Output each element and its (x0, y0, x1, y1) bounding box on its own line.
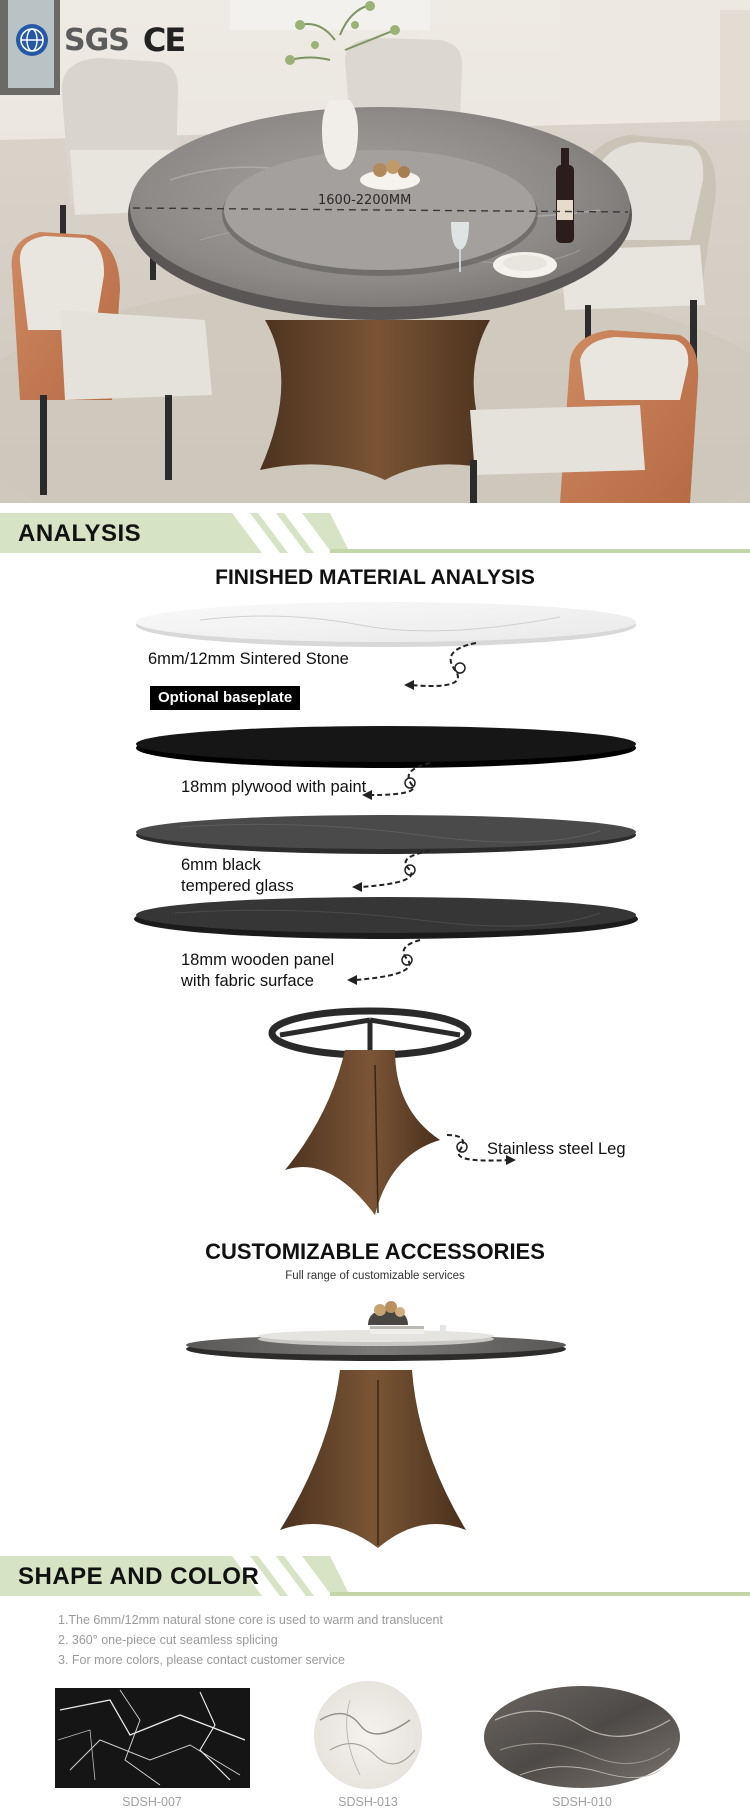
wooden-leg (285, 1050, 440, 1215)
dimension-label: 1600-2200MM (318, 193, 412, 208)
swatch-black-marble (55, 1688, 250, 1788)
glass-label-line1: 6mm black (181, 856, 261, 874)
swatch-code-label: SDSH-010 (552, 1795, 612, 1809)
optional-baseplate-tag: Optional baseplate (150, 686, 300, 710)
plywood-layer (136, 726, 636, 762)
glass-layer (136, 815, 636, 849)
swatch-grey-marble (484, 1686, 680, 1788)
panel-label-line2: with fabric surface (181, 972, 314, 990)
table-base (260, 320, 495, 480)
table-product-illustration (0, 1290, 750, 1560)
swatch-code-label: SDSH-007 (122, 1795, 182, 1809)
shape-color-banner-title: SHAPE AND COLOR (18, 1563, 260, 1590)
note-item: 3. For more colors, please contact customer service (58, 1653, 345, 1667)
ce-mark-icon: CE (142, 21, 185, 59)
hero-image (0, 0, 750, 503)
pointer-arrow-icon (360, 851, 430, 887)
material-analysis-heading: FINISHED MATERIAL ANALYSIS (215, 566, 535, 589)
swatch-code-label: SDSH-013 (338, 1795, 398, 1809)
swatch-white-marble (314, 1681, 422, 1789)
pointer-arrow-icon (355, 940, 420, 980)
table-base (280, 1370, 466, 1548)
sintered-stone-layer (136, 602, 636, 642)
globe-logo-icon (14, 22, 50, 58)
steel-leg-label: Stainless steel Leg (487, 1140, 626, 1158)
sintered-stone-label: 6mm/12mm Sintered Stone (148, 650, 349, 668)
material-layers-diagram (0, 595, 750, 1235)
certification-logos (14, 22, 184, 58)
sgs-logo-icon: SGS (64, 22, 129, 58)
accessories-heading: CUSTOMIZABLE ACCESSORIES (205, 1239, 545, 1264)
dining-scene-illustration (0, 0, 750, 503)
glass-label-line2: tempered glass (181, 877, 294, 895)
plywood-label: 18mm plywood with paint (181, 778, 367, 796)
fabric-panel-layer (136, 897, 636, 933)
panel-label-line1: 18mm wooden panel (181, 951, 335, 969)
shape-color-banner (0, 1556, 750, 1602)
note-item: 1.The 6mm/12mm natural stone core is used to warm and translucent (58, 1613, 443, 1627)
analysis-banner-title: ANALYSIS (18, 520, 142, 547)
note-item: 2. 360° one-piece cut seamless splicing (58, 1633, 278, 1647)
accessories-subheading: Full range of customizable services (285, 1270, 465, 1282)
analysis-banner (0, 513, 750, 559)
color-swatches (0, 1680, 750, 1790)
pointer-arrow-icon (410, 643, 476, 686)
